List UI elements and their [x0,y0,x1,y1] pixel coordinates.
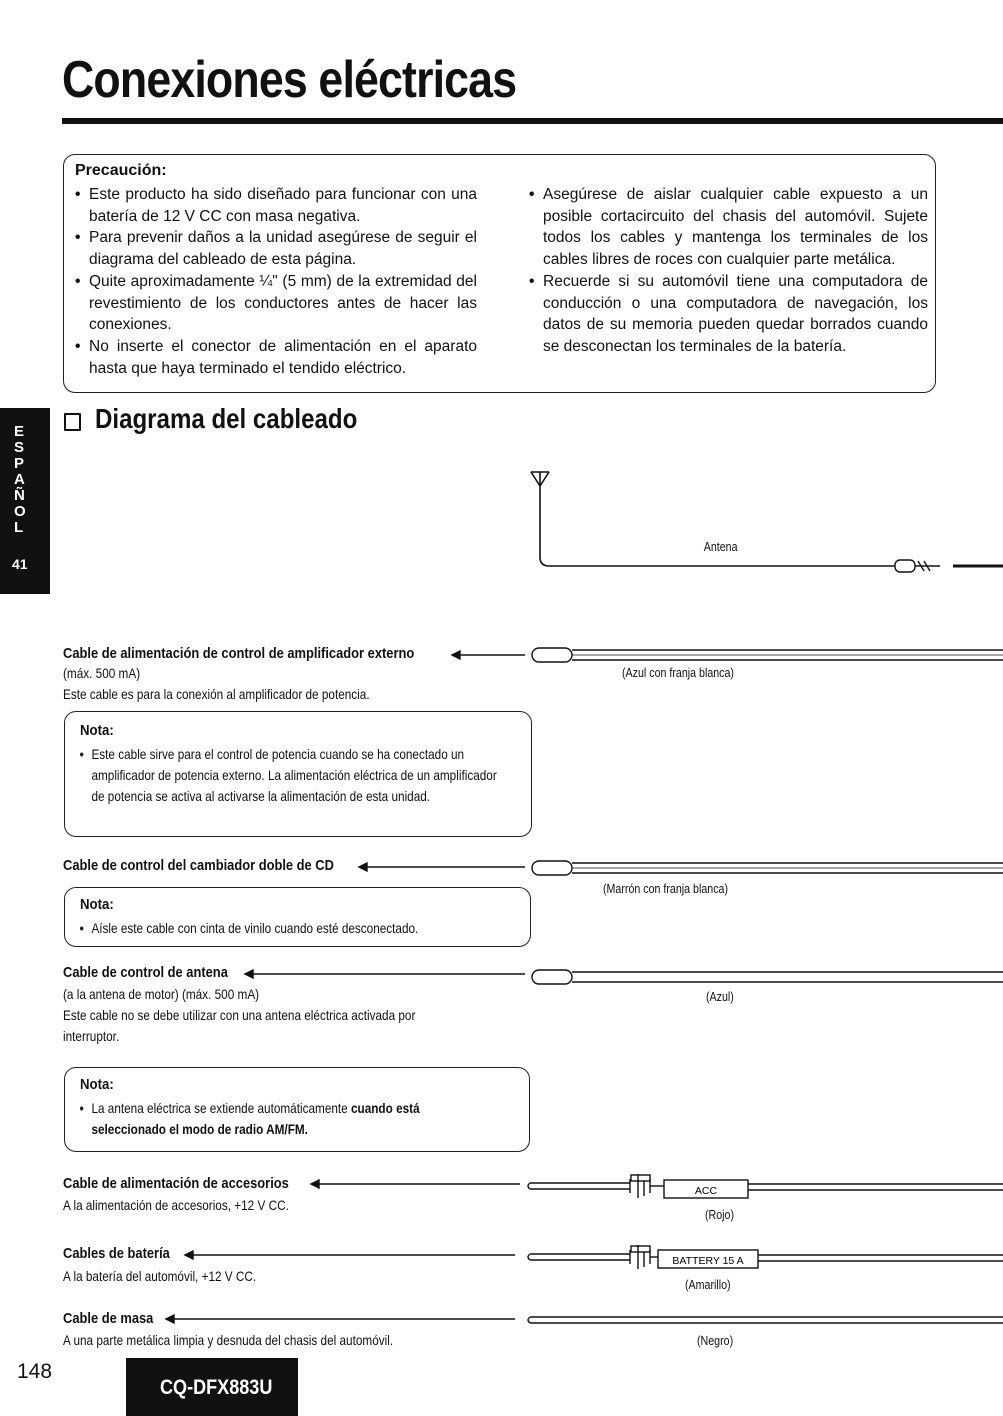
ground-cable-title: Cable de masa [63,1310,154,1327]
ground-cable-color: (Negro) [697,1333,734,1348]
antenna-control-color: (Azul) [706,989,734,1004]
battery-cable-title: Cables de batería [63,1245,170,1262]
antenna-control-cable-line [245,970,1003,984]
cd-cable-line [359,861,1003,875]
acc-cable-color: (Rojo) [705,1207,735,1222]
language-letter: E [14,423,25,440]
acc-cable-desc: A la alimentación de accesorios, +12 V CC. [63,1197,289,1213]
antenna-connector-icon [895,560,1003,572]
cd-note-list [78,918,418,939]
battery-cable-desc: A la batería del automóvil, +12 V CC. [63,1268,257,1284]
language-letter: S [14,439,25,456]
language-letter: A [14,471,25,488]
amp-note-item: • Este cable sirve para el control de potencia cuando se ha conectado un amplificador de potencia externo. La alimentación eléctrica de un amplificador de potencia se activa al activarse la alimentación de esta unidad. [78,744,505,807]
caution-item: • Para prevenir daños a la unidad asegúrese de seguir el diagrama del cableado de esta página. [73,227,477,270]
ground-cable-desc: A una parte metálica limpia y desnuda del chasis del automóvil. [63,1332,394,1348]
antenna-note-title: Nota: [80,1076,114,1093]
section-title: Diagrama del cableado [95,403,358,434]
acc-cable-title: Cable de alimentación de accesorios [63,1175,289,1192]
amp-cable-line [452,648,1003,662]
caution-item: • Quite aproximadamente ¼" (5 mm) de la extremidad del revestimiento de los conductores antes de hacer las conexiones. [73,271,477,336]
ground-cable-line [166,1315,1003,1323]
antenna-note-item [78,1098,515,1140]
acc-cable-line [311,1174,1003,1198]
model-badge [126,1358,298,1416]
amp-cable-desc: Este cable es para la conexión al amplificador de potencia. [63,686,370,702]
side-page-number: 41 [12,556,28,572]
caution-item: • Recuerde si su automóvil tiene una computadora de conducción o una computadora de navegación, los datos de su memoria pueden quedar borrados cuando se desconectan los terminales de la batería. [527,271,928,358]
acc-fuse-label: ACC [694,1185,718,1197]
antenna-control-desc: (a la antena de motor) (máx. 500 mA) [63,986,260,1002]
caution-item: • Este producto ha sido diseñado para funcionar con una batería de 12 V CC con masa negativa. [73,184,477,227]
page-number: 148 [17,1360,53,1383]
antenna-note-bold: cuando está [350,1100,420,1116]
cd-cable-title: Cable de control del cambiador doble de CD [63,857,334,874]
language-letter: Ñ [14,487,25,504]
antenna-note-bold: seleccionado el modo de radio AM/FM. [91,1121,308,1137]
caution-title: Precaución: [75,162,167,179]
antenna-control-desc: interruptor. [63,1028,120,1044]
battery-cable-line [185,1245,1003,1269]
cd-cable-color: (Marrón con franja blanca) [603,881,729,896]
antenna-note-text: La antena eléctrica se extiende automáticamente [91,1100,351,1116]
model-name: CQ-DFX883U [160,1376,273,1399]
antenna-control-desc: Este cable no se debe utilizar con una antena eléctrica activada por [63,1007,416,1023]
antenna-control-title: Cable de control de antena [63,964,228,981]
battery-cable-color: (Amarillo) [685,1277,731,1292]
caution-item: • No inserte el conector de alimentación en el aparato hasta que haya terminado el tendido eléctrico. [73,336,477,379]
language-letter: O [14,503,26,520]
cd-note-title: Nota: [80,896,114,913]
bullet-icon: • [79,1100,84,1116]
language-letter: P [14,455,25,472]
language-letter: L [14,519,24,536]
page-title: Conexiones eléctricas [62,51,517,109]
amp-note-title: Nota: [80,722,114,739]
amp-cable-title: Cable de alimentación de control de amplificador externo [63,645,415,662]
amp-cable-desc: (máx. 500 mA) [63,665,141,681]
caution-item: • Asegúrese de aislar cualquier cable expuesto a un posible cortacircuito del chasis del automóvil. Sujete todos los cables y mantenga los terminales de los cables libres de roces con cualquier parte metálica. [527,184,928,271]
antenna-label: Antena [703,539,738,554]
amp-cable-color: (Azul con franja blanca) [622,665,734,680]
cd-note-item: • Aísle este cable con cinta de vinilo cuando esté desconectado. [78,918,418,939]
battery-fuse-label: BATTERY 15 A [672,1255,744,1267]
amp-note-list [78,744,505,807]
